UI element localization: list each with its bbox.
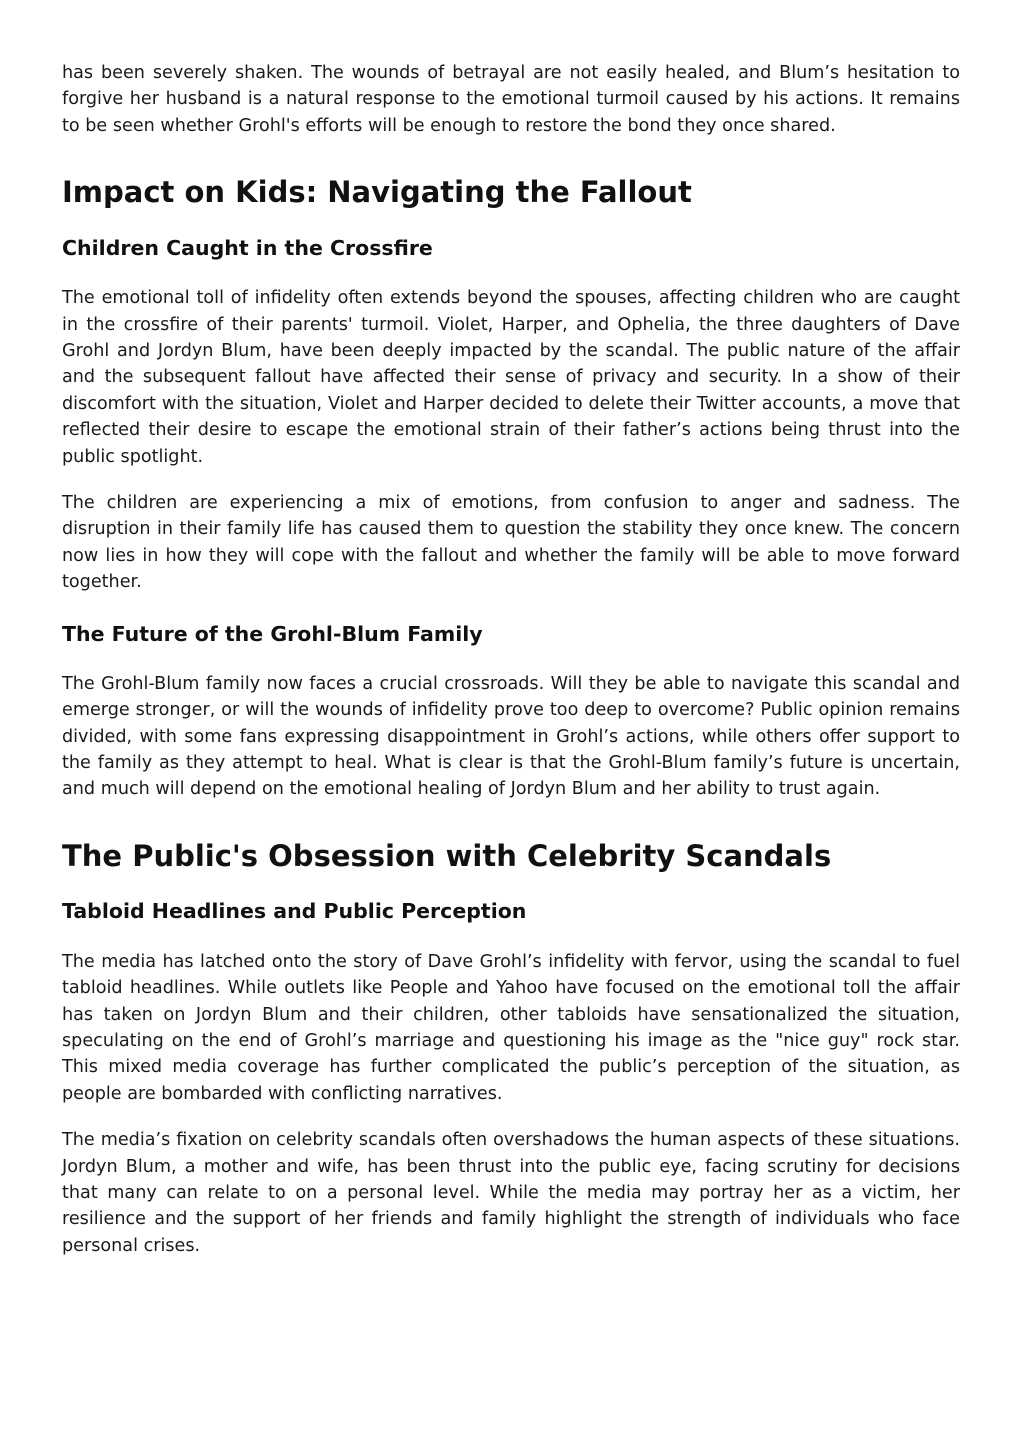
section-heading-kids: Impact on Kids: Navigating the Fallout — [62, 175, 692, 210]
subheading-crossfire: Children Caught in the Crossfire — [62, 236, 433, 261]
paragraph-crossfire-1: The emotional toll of infidelity often extends beyond the spouses, affecting children who are caught in the crossfire of their parents' turmoil. Violet, Harper, and Ophelia, the three daughters of Dave Grohl and Jordyn Blum, have been deeply impacted by the scandal. The public nature of the affair and the subsequent fallout have affected their sense of privacy and security. In a show of their discomfort with the situation, Violet and Harper decided to delete their Twitter accounts, a move that reflected their desire to escape the emotional strain of their father’s actions being thrust into the public spotlight. — [62, 288, 960, 467]
paragraph-tabloid-2: The media’s fixation on celebrity scandals often overshadows the human aspects of these situations. Jordyn Blum, a mother and wife, has been thrust into the public eye, facing scrutiny for decisions that many can relate to on a personal level. While the media may portray her as a victim, her resilience and the support of her friends and family highlight the strength of individuals who face personal crises. — [62, 1130, 960, 1256]
paragraph-crossfire-2: The children are experiencing a mix of emotions, from confusion to anger and sadness. The disruption in their family life has caused them to question the stability they once knew. The concern now lies in how they will cope with the fallout and whether the family will be able to move forward together. — [62, 493, 960, 593]
paragraph-future-1: The Grohl-Blum family now faces a crucial crossroads. Will they be able to navigate this scandal and emerge stronger, or will the wounds of infidelity prove too deep to overcome? Public opinion remains divided, with some fans expressing disappointment in Grohl’s actions, while others offer support to the family as they attempt to heal. What is clear is that the Grohl-Blum family’s future is uncertain, and much will depend on the emotional healing of Jordyn Blum and her ability to trust again. — [62, 673, 960, 800]
subheading-tabloid: Tabloid Headlines and Public Perception — [62, 898, 527, 923]
subheading-future: The Future of the Grohl-Blum Family — [62, 621, 483, 646]
paragraph-tabloid-1: The media has latched onto the story of Dave Grohl’s infidelity with fervor, using the scandal to fuel tabloid headlines. While outlets like People and Yahoo have focused on the emotional toll the affair has taken on Jordyn Blum and their children, other tabloids have sensationalized the situation, speculating on the end of Grohl’s marriage and questioning his image as the "nice guy" rock star. This mixed media coverage has further complicated the public’s perception of the situation, as people are bombarded with conflicting narratives. — [62, 951, 960, 1104]
section-heading-public: The Public's Obsession with Celebrity Scandals — [62, 838, 832, 873]
intro-paragraph: has been severely shaken. The wounds of betrayal are not easily healed, and Blum’s hesitation to forgive her husband is a natural response to the emotional turmoil caused by his actions. It remains to be seen whether Grohl's efforts will be enough to restore the bond they once shared. — [62, 63, 960, 136]
